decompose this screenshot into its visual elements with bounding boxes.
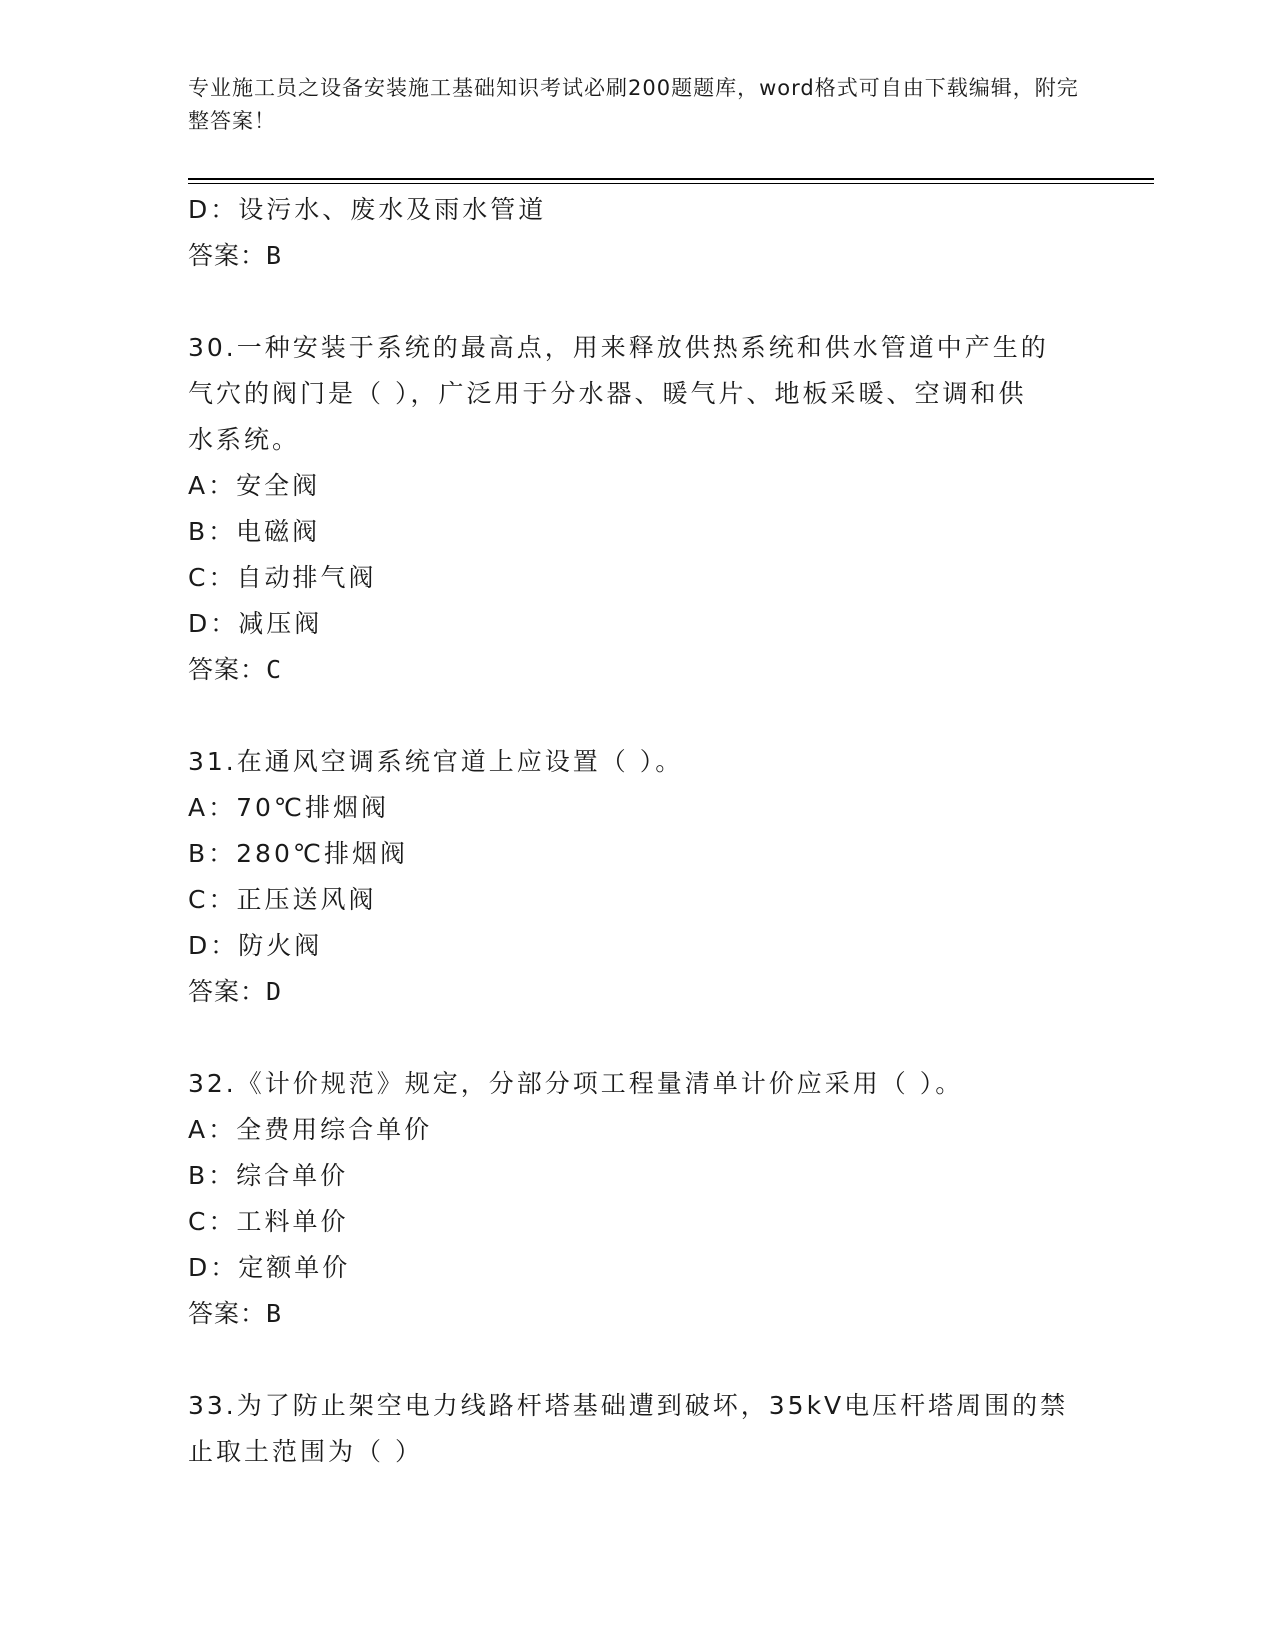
- question-30-option-b: B：电磁阀: [188, 517, 321, 546]
- question-30-answer: [188, 647, 1088, 693]
- question-30-option-a: A：安全阀: [188, 471, 321, 500]
- spacer: [188, 1015, 1088, 1061]
- answer-label: 答案：: [188, 241, 267, 270]
- question-33-line-1: 33.为了防止架空电力线路杆塔基础遭到破坏，35kV电压杆塔周围的禁: [188, 1391, 1069, 1420]
- question-30-line-1: 30.一种安装于系统的最高点，用来释放供热系统和供水管道中产生的: [188, 333, 1049, 362]
- question-32-option-a: A：全费用综合单价: [188, 1115, 433, 1144]
- spacer: [188, 693, 1088, 739]
- answer-value: B: [266, 241, 283, 270]
- question-32-line-1: 32.《计价规范》规定，分部分项工程量清单计价应采用（ ）。: [188, 1069, 964, 1098]
- answer-label: 答案：: [188, 655, 267, 684]
- header-rule-thick: [188, 178, 1154, 180]
- header-rule-thin: [188, 183, 1154, 184]
- question-33-line-2: 止取土范围为（ ）: [188, 1437, 423, 1466]
- question-32-option-b: B：综合单价: [188, 1161, 349, 1190]
- question-31-option-c: C：正压送风阀: [188, 885, 377, 914]
- document-body: [188, 187, 1088, 1475]
- header-title: 专业施工员之设备安装施工基础知识考试必刷200题题库，word格式可自由下载编辑，附完整答案！: [188, 76, 1079, 133]
- document-header: [188, 72, 1088, 138]
- carry-over-answer: [188, 233, 1088, 279]
- answer-value: D: [266, 977, 283, 1006]
- question-31-line-1: 31.在通风空调系统官道上应设置（ ）。: [188, 747, 684, 776]
- question-32-option-d: D：定额单价: [188, 1253, 351, 1282]
- question-31-option-a: A：70℃排烟阀: [188, 793, 389, 822]
- question-32-option-c: C：工料单价: [188, 1207, 349, 1236]
- spacer: [188, 1337, 1088, 1383]
- answer-label: 答案：: [188, 977, 267, 1006]
- spacer: [188, 279, 1088, 325]
- answer-value: C: [266, 655, 283, 684]
- question-30-option-d: D：减压阀: [188, 609, 323, 638]
- question-30-line-3: 水系统。: [188, 425, 301, 454]
- question-31-option-d: D：防火阀: [188, 931, 323, 960]
- question-32-answer: [188, 1291, 1088, 1337]
- question-31-answer: [188, 969, 1088, 1015]
- question-30-option-c: C：自动排气阀: [188, 563, 377, 592]
- question-30-line-2: 气穴的阀门是（ ），广泛用于分水器、暖气片、地板采暖、空调和供: [188, 379, 1027, 408]
- answer-label: 答案：: [188, 1299, 267, 1328]
- question-31-option-b: B：280℃排烟阀: [188, 839, 408, 868]
- answer-value: B: [266, 1299, 283, 1328]
- carry-over-option-d: D：设污水、废水及雨水管道: [188, 195, 547, 224]
